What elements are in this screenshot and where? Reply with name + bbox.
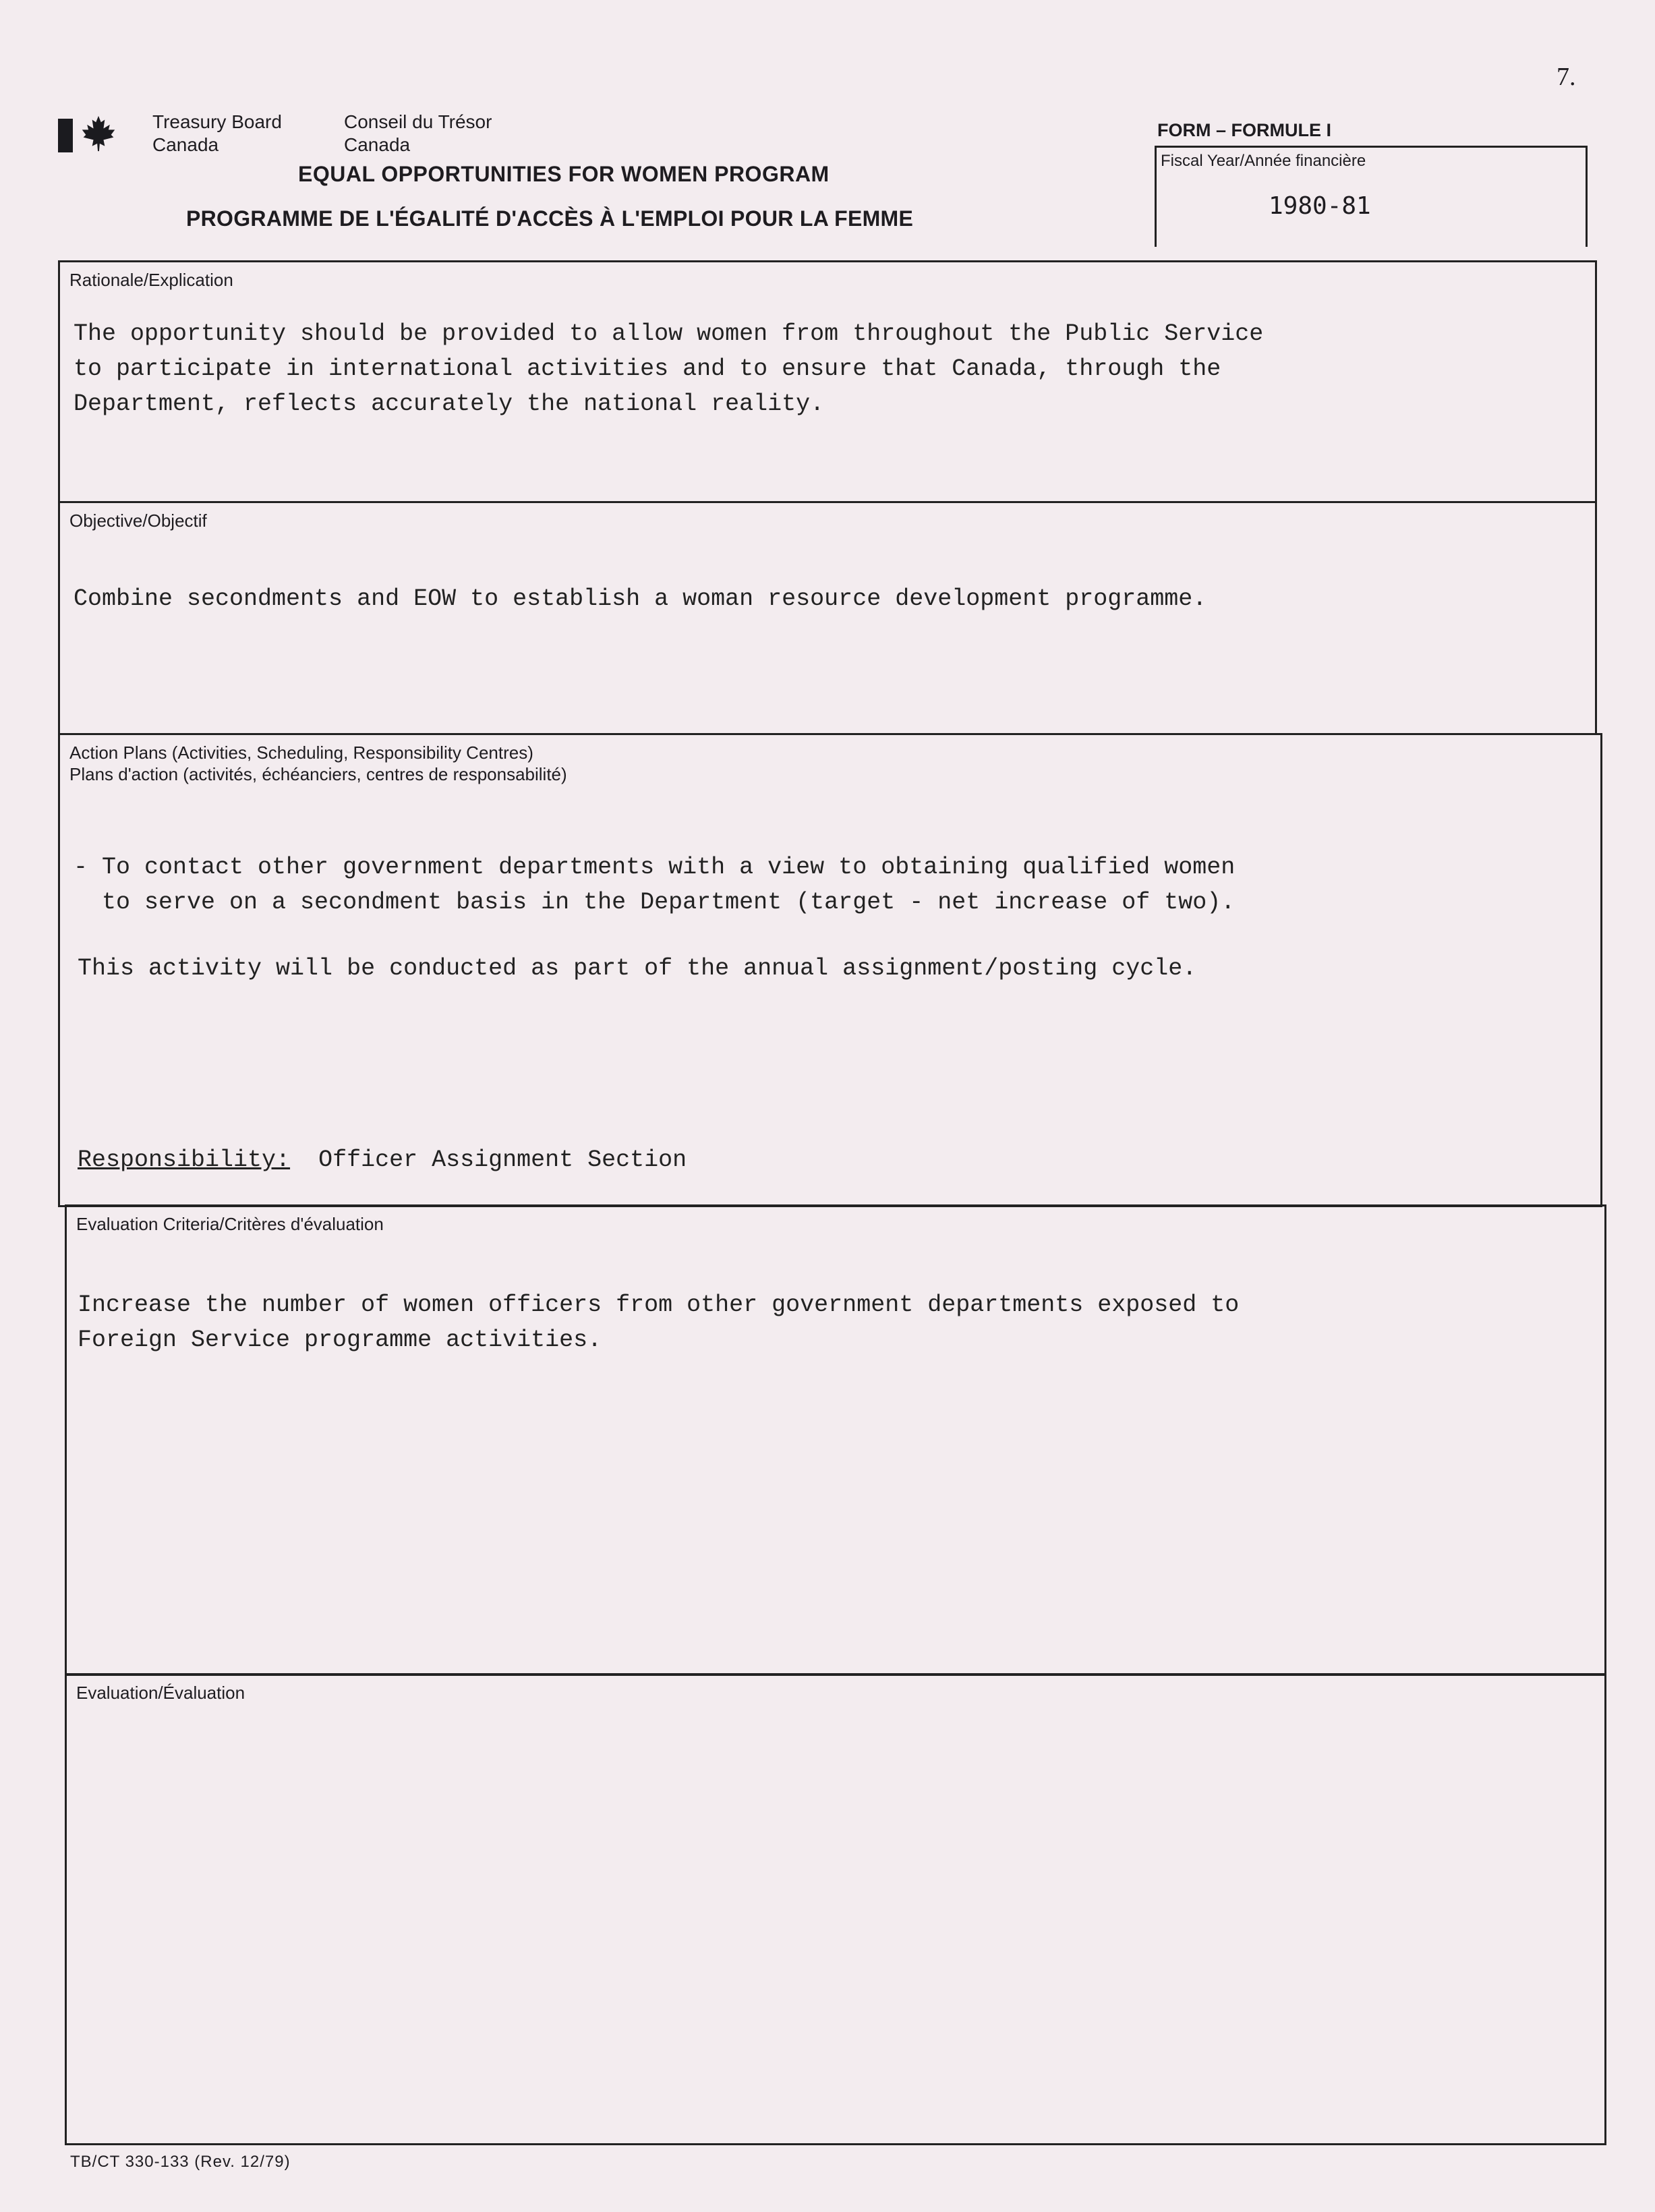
objective-text [74,581,1207,616]
objective-line: Combine secondments and EOW to establish a woman resource development programme. [74,585,1207,612]
org-en-line-2: Canada [152,134,219,155]
rationale-line: The opportunity should be provided to allow women from throughout the Public Service [74,320,1264,347]
program-title-english: EQUAL OPPORTUNITIES FOR WOMEN PROGRAM [298,162,830,186]
action-plan-item [74,850,1235,920]
action-plan-line: to serve on a secondment basis in the Department (target - net increase of two). [74,889,1236,916]
rationale-label: Rationale/Explication [69,270,233,290]
rationale-line: Department, reflects accurately the national reality. [74,390,825,417]
page-number: 7. [1557,63,1576,91]
evaluation-criteria-text [78,1287,1239,1358]
rationale-section [58,260,1597,503]
evaluation-criteria-section [65,1204,1606,1676]
evaluation-criteria-line: Increase the number of women officers from other government departments exposed to [78,1291,1240,1318]
fiscal-year-label: Fiscal Year/Année financière [1161,152,1366,170]
org-fr-line-2: Canada [344,134,411,155]
action-plans-label [69,742,567,785]
org-fr-line-1: Conseil du Trésor [344,111,492,132]
form-label: FORM – FORMULE I [1157,120,1331,140]
form-code: TB/CT 330-133 (Rev. 12/79) [70,2153,291,2171]
action-plan-line: - To contact other government departments with a view to obtaining qualified women [74,854,1236,881]
action-plan-note: This activity will be conducted as part of the annual assignment/posting cycle. [78,955,1197,982]
responsibility-label: Responsibility: [78,1146,291,1173]
fiscal-year-value: 1980-81 [1269,192,1371,220]
rationale-line: to participate in international activities and to ensure that Canada, through the [74,355,1221,382]
canada-wordmark-logo [58,115,119,155]
evaluation-criteria-label: Evaluation Criteria/Critères d'évaluation [76,1214,384,1234]
rationale-text [74,316,1263,421]
evaluation-label: Evaluation/Évaluation [76,1683,245,1703]
action-plans-section [58,733,1602,1207]
responsibility-line [78,1142,687,1177]
org-en-line-1: Treasury Board [152,111,282,132]
evaluation-section [65,1673,1606,2145]
action-plans-label-en: Action Plans (Activities, Scheduling, Responsibility Centres) [69,743,533,763]
action-plans-label-fr: Plans d'action (activités, échéanciers, centres de responsabilité) [69,764,567,784]
responsibility-value: Officer Assignment Section [290,1146,687,1173]
org-name-english [152,111,282,156]
objective-section [58,501,1597,735]
flag-bar-icon [58,119,73,152]
fiscal-year-box [1155,146,1588,247]
org-name-french [344,111,492,156]
program-title-french: PROGRAMME DE L'ÉGALITÉ D'ACCÈS À L'EMPLOI POUR LA FEMME [186,206,914,231]
evaluation-criteria-line: Foreign Service programme activities. [78,1327,602,1354]
maple-leaf-icon [80,115,117,152]
objective-label: Objective/Objectif [69,511,207,531]
